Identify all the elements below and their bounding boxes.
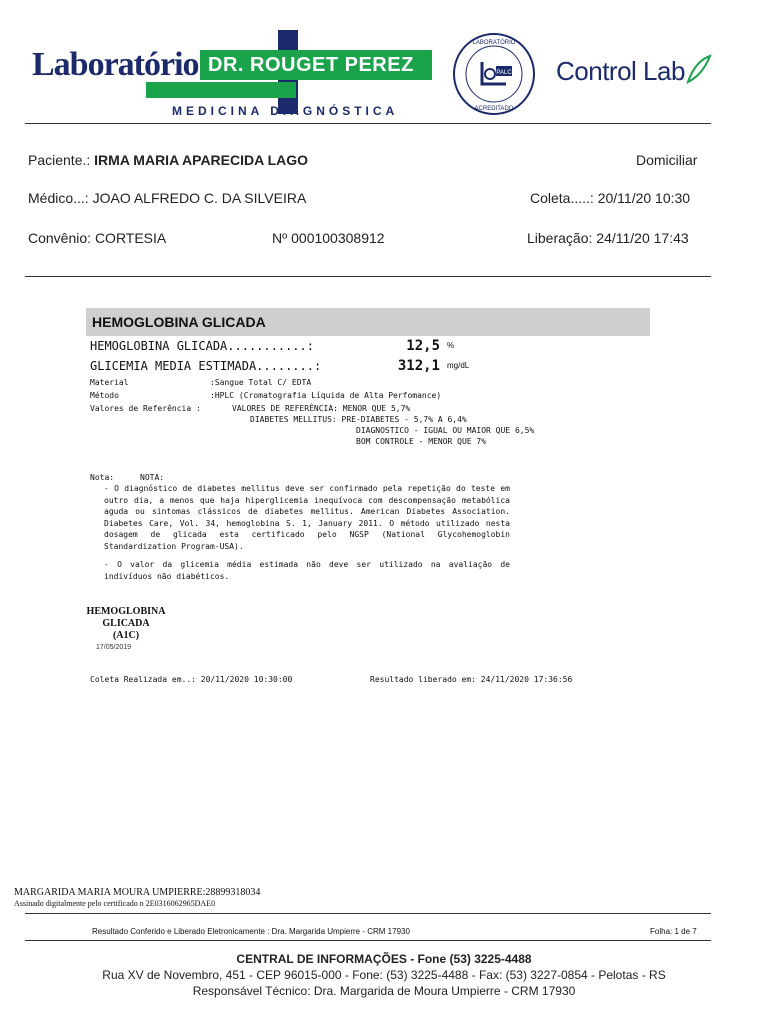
reference-line-3: DIAGNOSTICO - IGUAL OU MAIOR QUE 6,5%	[356, 426, 535, 435]
doctor-name: JOAO ALFREDO C. DA SILVEIRA	[92, 190, 307, 206]
result-glucose-label: GLICEMIA MEDIA ESTIMADA........:	[90, 359, 322, 373]
lab-address: Rua XV de Novembro, 451 - CEP 96015-000 - Fone: (53) 3225-4488 - Fax: (53) 3227-0854 - Pelotas - RS	[102, 968, 666, 982]
doctor-label: Médico...:	[28, 190, 89, 206]
release-label: Liberação:	[527, 230, 593, 246]
history-title	[80, 606, 172, 642]
history-title-line-1: HEMOGLOBINA	[86, 606, 166, 617]
signature-certificate: Assinado digitalmente pelo certificado n 2E0316062965DAE0	[14, 899, 216, 908]
release-row	[527, 230, 689, 246]
signature-divider	[25, 913, 711, 914]
lab-logo-name: DR. ROUGET PEREZ	[208, 54, 414, 76]
result-hba1c-value: 12,5	[406, 338, 440, 354]
attendance-type: Domiciliar	[636, 152, 698, 168]
collection-date: 20/11/20 10:30	[597, 190, 691, 206]
technical-responsible: Responsável Técnico: Dra. Margarida de Moura Umpierre - CRM 17930	[192, 984, 576, 998]
result-glucose-unit: mg/dL	[447, 361, 470, 370]
seal-top-text: LABORATÓRIO	[472, 40, 516, 46]
result-hba1c-label: HEMOGLOBINA GLICADA...........:	[90, 339, 314, 353]
method-label: Método	[90, 391, 119, 400]
lab-tagline: MEDICINA DIAGNÓSTICA	[172, 104, 399, 118]
logo-green-underline	[146, 82, 296, 98]
note-label: Nota:	[90, 473, 115, 482]
released-at: Resultado liberado em: 24/11/2020 17:36:56	[370, 675, 573, 684]
reference-line-2: DIABETES MELLITUS: PRE-DIABETES - 5,7% A 6,4%	[250, 415, 467, 424]
material-label: Material	[90, 378, 129, 387]
material-value: :Sangue Total C/ EDTA	[210, 378, 312, 387]
seal-center-text: PALC	[496, 70, 512, 76]
collected-at: Coleta Realizada em..: 20/11/2020 10:30:00	[90, 675, 293, 684]
history-date: 17/05/2019	[96, 644, 132, 651]
order-number: 000100308912	[291, 230, 385, 246]
history-title-line-2: GLICADA	[102, 618, 150, 629]
page-indicator: Folha: 1 de 7	[650, 927, 697, 936]
release-date: 24/11/20 17:43	[596, 230, 689, 246]
patient-name: IRMA MARIA APARECIDA LAGO	[94, 152, 309, 168]
lab-logo-word: Laboratório	[32, 46, 199, 83]
result-glucose-value: 312,1	[397, 358, 440, 374]
accreditation-seal-icon	[452, 32, 536, 116]
collection-label: Coleta.....:	[530, 190, 594, 206]
patient-row	[28, 152, 308, 168]
insurance-row	[28, 230, 166, 246]
order-number-label: Nº	[272, 230, 288, 246]
reference-label: Valores de Referência :	[90, 404, 201, 413]
result-hba1c-unit: %	[447, 341, 455, 350]
doctor-row	[28, 190, 306, 206]
note-item-1: - O diagnóstico de diabetes mellitus deve ser confirmado pela repetição do teste em outro dia, a menos que haja hiperglicemia inequívoca com descompensação metabólica aguda ou sintomas clássicos de diabetes mellitus. American Diabetes Association. Diabetes Care, Vol. 34, hemoglobina S. 1, January 2011. O método utilizado nesta dosagem de glicada esta certificado pelo NGSP (National Glycohemoglobin Standardization Program-USA).	[104, 484, 510, 551]
patient-divider	[25, 276, 711, 277]
header-divider	[25, 123, 711, 124]
insurance-label: Convênio:	[28, 230, 92, 246]
reference-line-4: BOM CONTROLE - MENOR QUE 7%	[356, 437, 487, 446]
verified-by: Resultado Conferido e Liberado Eletronicamente : Dra. Margarida Umpierre - CRM 17930	[92, 927, 410, 936]
method-value: :HPLC (Cromatografia Líquida de Alta Perfomance)	[210, 391, 442, 400]
insurance-value: CORTESIA	[94, 230, 167, 246]
note-item-2: - O valor da glicemia média estimada não deve ser utilizado na avaliação de indivíduos não diabéticos.	[104, 560, 510, 581]
order-number-row	[272, 230, 385, 246]
footer-divider	[25, 940, 711, 941]
collection-row	[530, 190, 690, 206]
info-title: CENTRAL DE INFORMAÇÕES - Fone (53) 3225-4488	[236, 952, 532, 966]
patient-label: Paciente.:	[28, 152, 91, 168]
history-title-line-3: (A1C)	[112, 630, 140, 641]
reference-line-1: VALORES DE REFERÊNCIA: MENOR QUE 5,7%	[232, 404, 411, 413]
note-title: NOTA:	[140, 473, 165, 482]
exam-title: HEMOGLOBINA GLICADA	[92, 314, 266, 330]
leaf-swoosh-icon	[686, 54, 712, 84]
partner-logo: Control Lab	[556, 56, 685, 86]
seal-bottom-text: ACREDITADO	[474, 106, 514, 112]
signature-name: MARGARIDA MARIA MOURA UMPIERRE:28899318034	[14, 887, 261, 898]
